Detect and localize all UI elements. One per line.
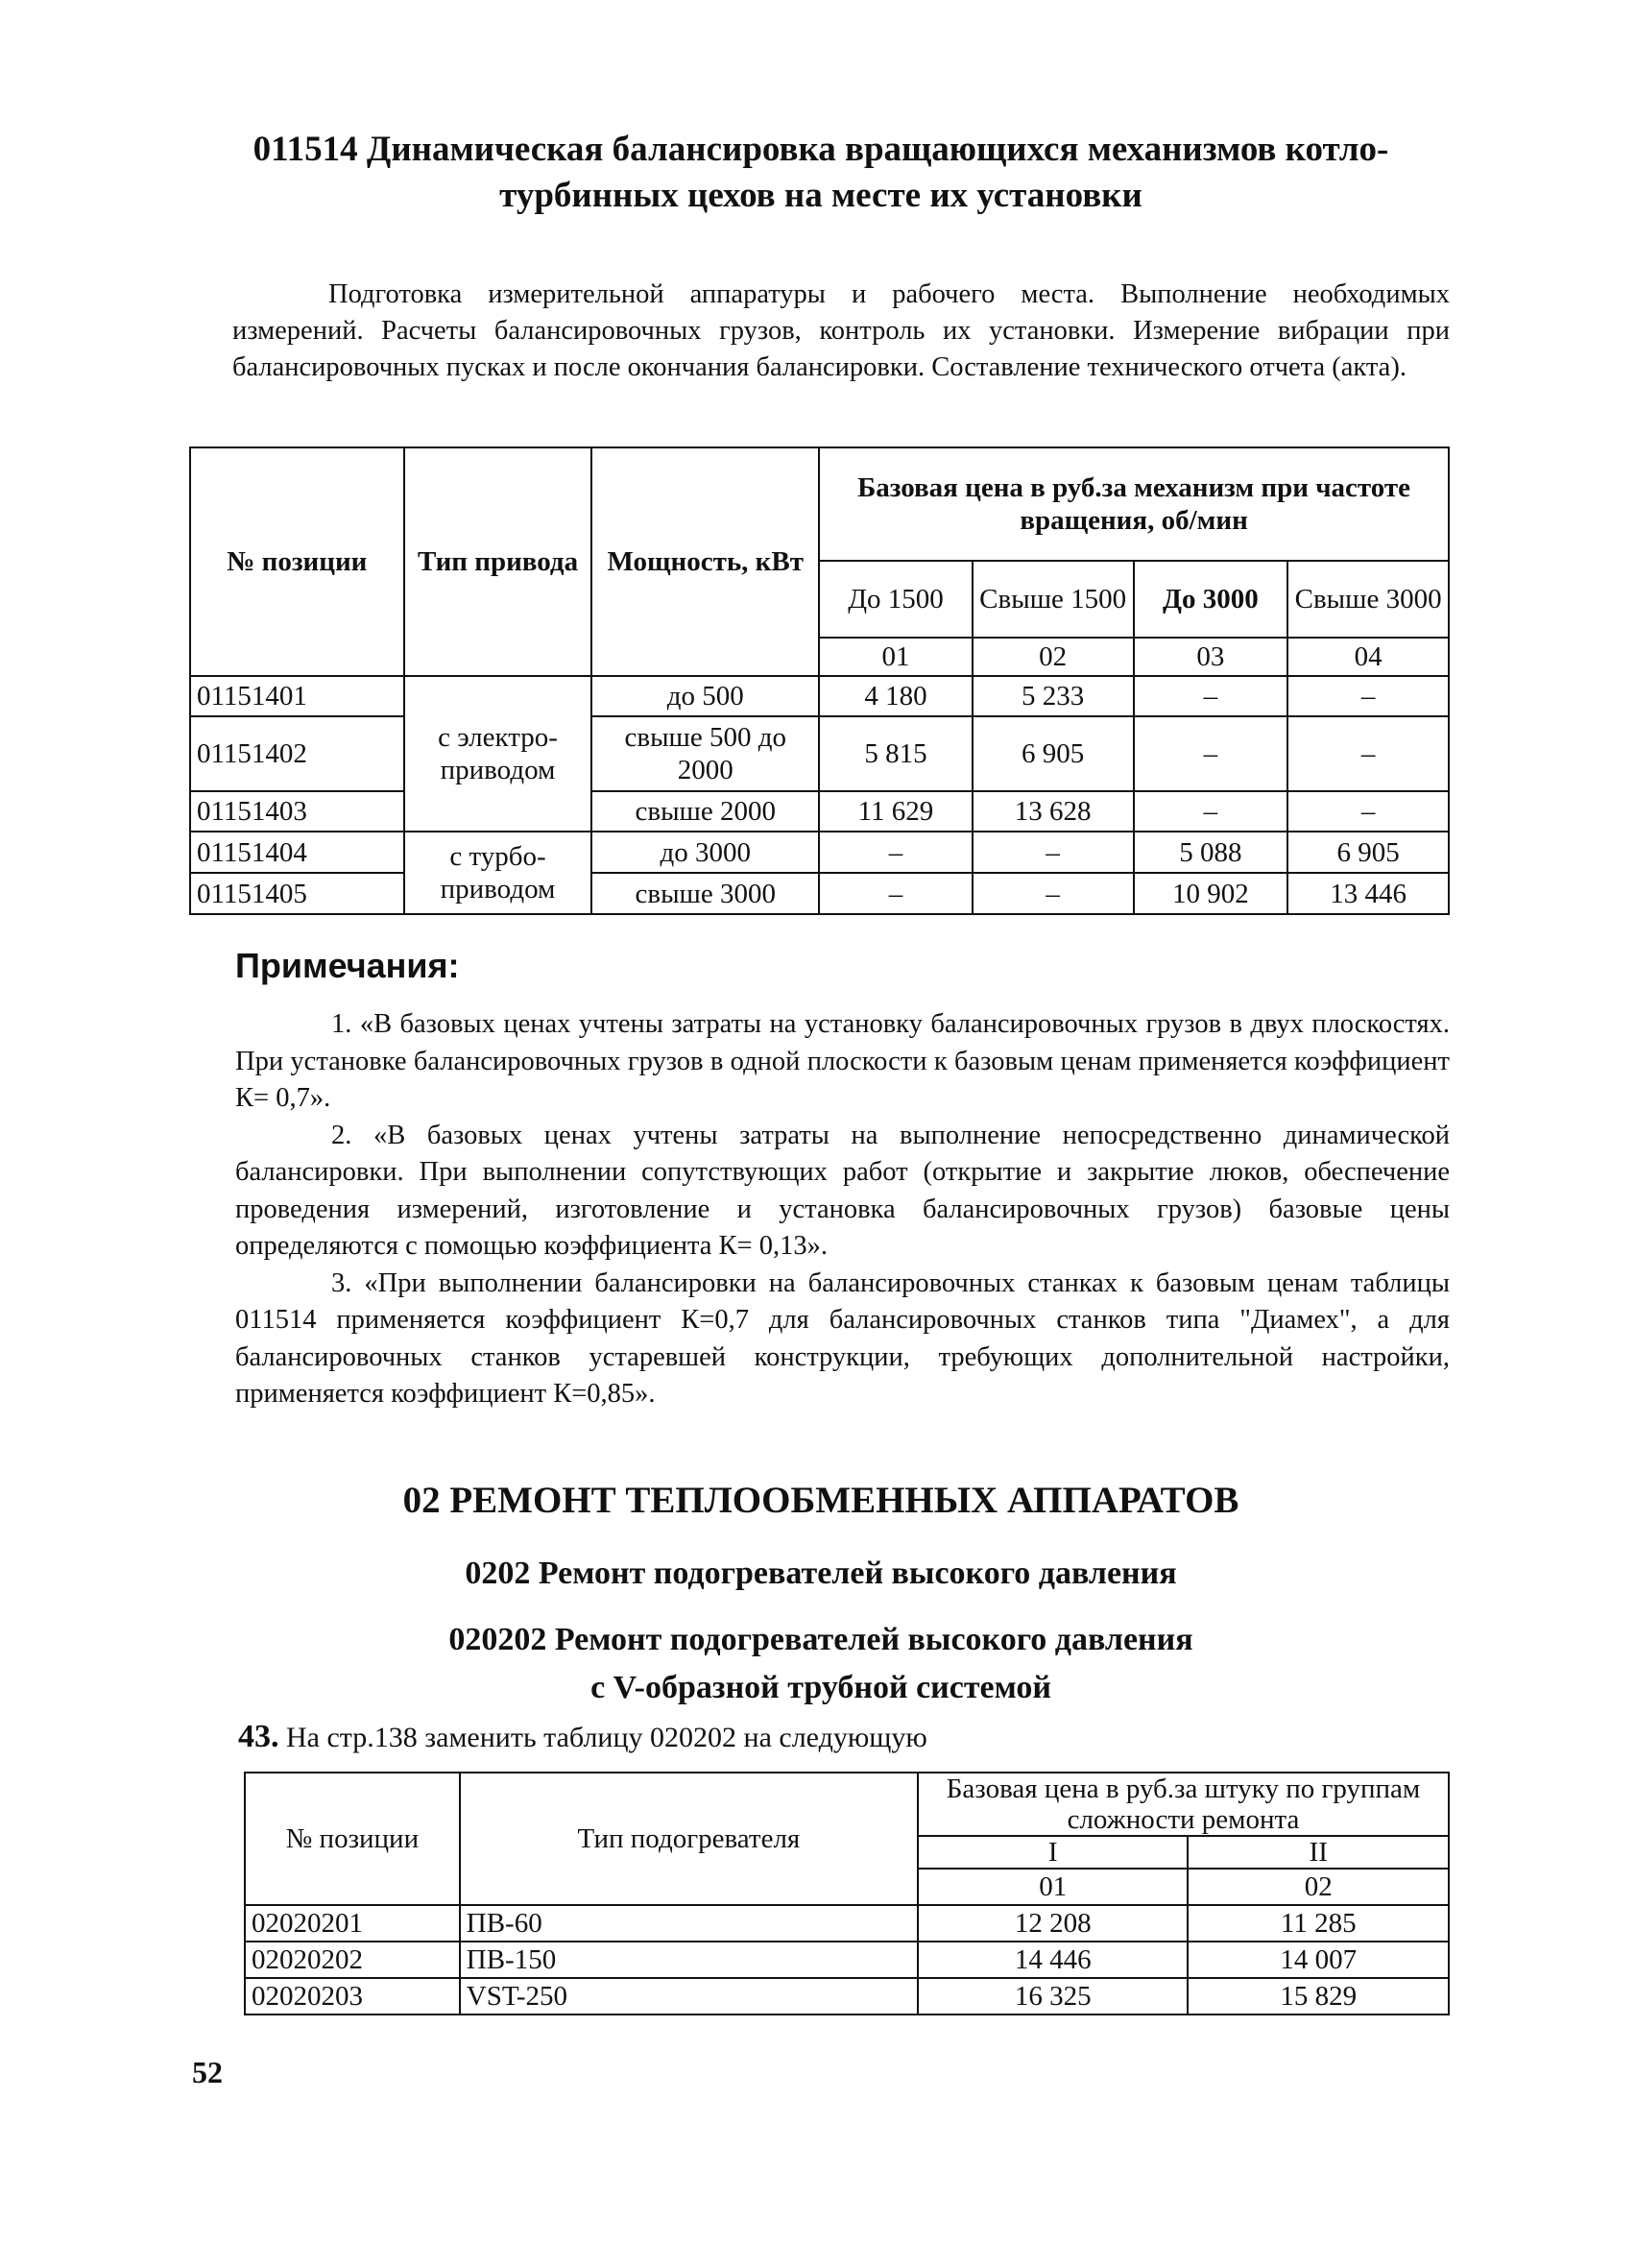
- header-code-2: 02: [1188, 1869, 1449, 1905]
- cell-value: 5 233: [973, 676, 1134, 716]
- header-col-2: Свыше 1500: [973, 561, 1134, 638]
- cell-value: –: [1287, 791, 1449, 832]
- header-code-2: 02: [973, 638, 1134, 676]
- header-col-3: До 3000: [1134, 561, 1288, 638]
- header-power: Мощность, кВт: [591, 447, 819, 676]
- header-position: № позиции: [245, 1773, 460, 1905]
- cell-power: до 500: [591, 676, 819, 716]
- cell-value: –: [973, 873, 1134, 914]
- header-position: № позиции: [190, 447, 404, 676]
- table-row: [245, 1942, 1449, 1978]
- price-table-020202: [244, 1772, 1450, 2015]
- cell-power: свыше 3000: [591, 873, 819, 914]
- cell-position: 01151403: [190, 791, 404, 832]
- subsubsection-line-2: с V-образной трубной системой: [590, 1670, 1051, 1705]
- table-row: [190, 716, 1449, 791]
- note-item: 2. «В базовых ценах учтены затраты на выполнение непосредственно динамической балансировки. При выполнении сопутствующих работ (открытие и закрытие люков, обеспечение проведения измерений, изготовление и установка балансировочных грузов) базовые цены определяются с помощью коэффициента К= 0,13».: [235, 1120, 1450, 1261]
- note-item: 1. «В базовых ценах учтены затраты на установку балансировочных грузов в двух плоскостях. При установке балансировочных грузов в одной плоскости к базовым ценам применяется коэффициент К= 0,7».: [235, 1009, 1450, 1113]
- subsubsection-line-1: 020202 Ремонт подогревателей высокого давления: [448, 1622, 1193, 1657]
- header-drive-type: Тип привода: [404, 447, 592, 676]
- header-base-price: Базовая цена в руб.за штуку по группам сложности ремонта: [918, 1773, 1449, 1836]
- cell-value: 4 180: [819, 676, 973, 716]
- title-line-2: турбинных цехов на месте их установки: [499, 176, 1142, 215]
- cell-value: 14 446: [918, 1942, 1188, 1978]
- cell-value: –: [1134, 676, 1288, 716]
- header-group-2: II: [1188, 1836, 1449, 1869]
- table-row: [245, 1978, 1449, 2015]
- cell-value: –: [1134, 716, 1288, 791]
- cell-value: –: [1134, 791, 1288, 832]
- title-line-1: 011514 Динамическая балансировка вращающихся механизмов котло-: [252, 130, 1389, 169]
- cell-value: –: [819, 873, 973, 914]
- cell-value: 15 829: [1188, 1978, 1449, 2015]
- intro-paragraph: Подготовка измерительной аппаратуры и рабочего места. Выполнение необходимых измерений. Расчеты балансировочных грузов, контроль их установки. Измерение вибрации при балансировочных пусках и после окончания балансировки. Составление технического отчета (акта).: [232, 279, 1450, 382]
- cell-value: 14 007: [1188, 1942, 1449, 1978]
- cell-power: до 3000: [591, 832, 819, 873]
- cell-position: 01151404: [190, 832, 404, 873]
- section-heading: 02 РЕМОНТ ТЕПЛООБМЕННЫХ АППАРАТОВ: [402, 1480, 1239, 1521]
- instruction: [238, 1719, 927, 1755]
- header-col-4: Свыше 3000: [1287, 561, 1449, 638]
- cell-position: 01151402: [190, 716, 404, 791]
- cell-power: свыше 2000: [591, 791, 819, 832]
- cell-value: 11 285: [1188, 1905, 1449, 1942]
- cell-heater-type: ПВ-150: [460, 1942, 918, 1978]
- table-row: [190, 676, 1449, 716]
- cell-value: 12 208: [918, 1905, 1188, 1942]
- subsection-heading: 0202 Ремонт подогревателей высокого давления: [465, 1556, 1177, 1591]
- cell-value: 6 905: [1287, 832, 1449, 873]
- cell-position: 02020201: [245, 1905, 460, 1942]
- cell-value: –: [1287, 676, 1449, 716]
- notes-heading: Примечания:: [235, 946, 460, 985]
- cell-value: 5 815: [819, 716, 973, 791]
- header-code-1: 01: [918, 1869, 1188, 1905]
- cell-value: 10 902: [1134, 873, 1288, 914]
- cell-position: 01151401: [190, 676, 404, 716]
- cell-value: 13 446: [1287, 873, 1449, 914]
- cell-heater-type: VST-250: [460, 1978, 918, 2015]
- cell-value: 6 905: [973, 716, 1134, 791]
- page-number: 52: [192, 2055, 223, 2089]
- cell-value: 5 088: [1134, 832, 1288, 873]
- header-group-1: I: [918, 1836, 1188, 1869]
- cell-value: –: [1287, 716, 1449, 791]
- document-title: [192, 127, 1450, 219]
- table-row: [190, 791, 1449, 832]
- header-base-price: Базовая цена в руб.за механизм при частоте вращения, об/мин: [819, 447, 1449, 561]
- table-row: [190, 832, 1449, 873]
- cell-value: –: [819, 832, 973, 873]
- header-code-3: 03: [1134, 638, 1288, 676]
- cell-drive-type-turbo: с турбо-приводом: [404, 832, 592, 914]
- header-code-4: 04: [1287, 638, 1449, 676]
- cell-value: 11 629: [819, 791, 973, 832]
- price-table-011514: [189, 446, 1450, 915]
- table-row: [190, 873, 1449, 914]
- cell-heater-type: ПВ-60: [460, 1905, 918, 1942]
- instruction-text: На стр.138 заменить таблицу 020202 на следующую: [286, 1722, 927, 1753]
- instruction-number: 43.: [238, 1719, 279, 1754]
- cell-value: 13 628: [973, 791, 1134, 832]
- cell-drive-type-electric: с электро-приводом: [404, 676, 592, 832]
- header-col-1: До 1500: [819, 561, 973, 638]
- header-code-1: 01: [819, 638, 973, 676]
- header-heater-type: Тип подогревателя: [460, 1773, 918, 1905]
- notes-list: [235, 1006, 1450, 1413]
- subsubsection-heading: [192, 1616, 1450, 1712]
- cell-value: 16 325: [918, 1978, 1188, 2015]
- cell-position: 02020203: [245, 1978, 460, 2015]
- cell-value: –: [973, 832, 1134, 873]
- cell-position: 01151405: [190, 873, 404, 914]
- cell-position: 02020202: [245, 1942, 460, 1978]
- cell-power: свыше 500 до 2000: [591, 716, 819, 791]
- note-item: 3. «При выполнении балансировки на балансировочных станках к базовым ценам таблицы 011514 применяется коэффициент К=0,7 для балансировочных станков типа "Диамех", а для балансировочных станков устаревшей конструкции, требующих дополнительной настройки, применяется коэффициент К=0,85».: [235, 1267, 1450, 1409]
- table-row: [245, 1905, 1449, 1942]
